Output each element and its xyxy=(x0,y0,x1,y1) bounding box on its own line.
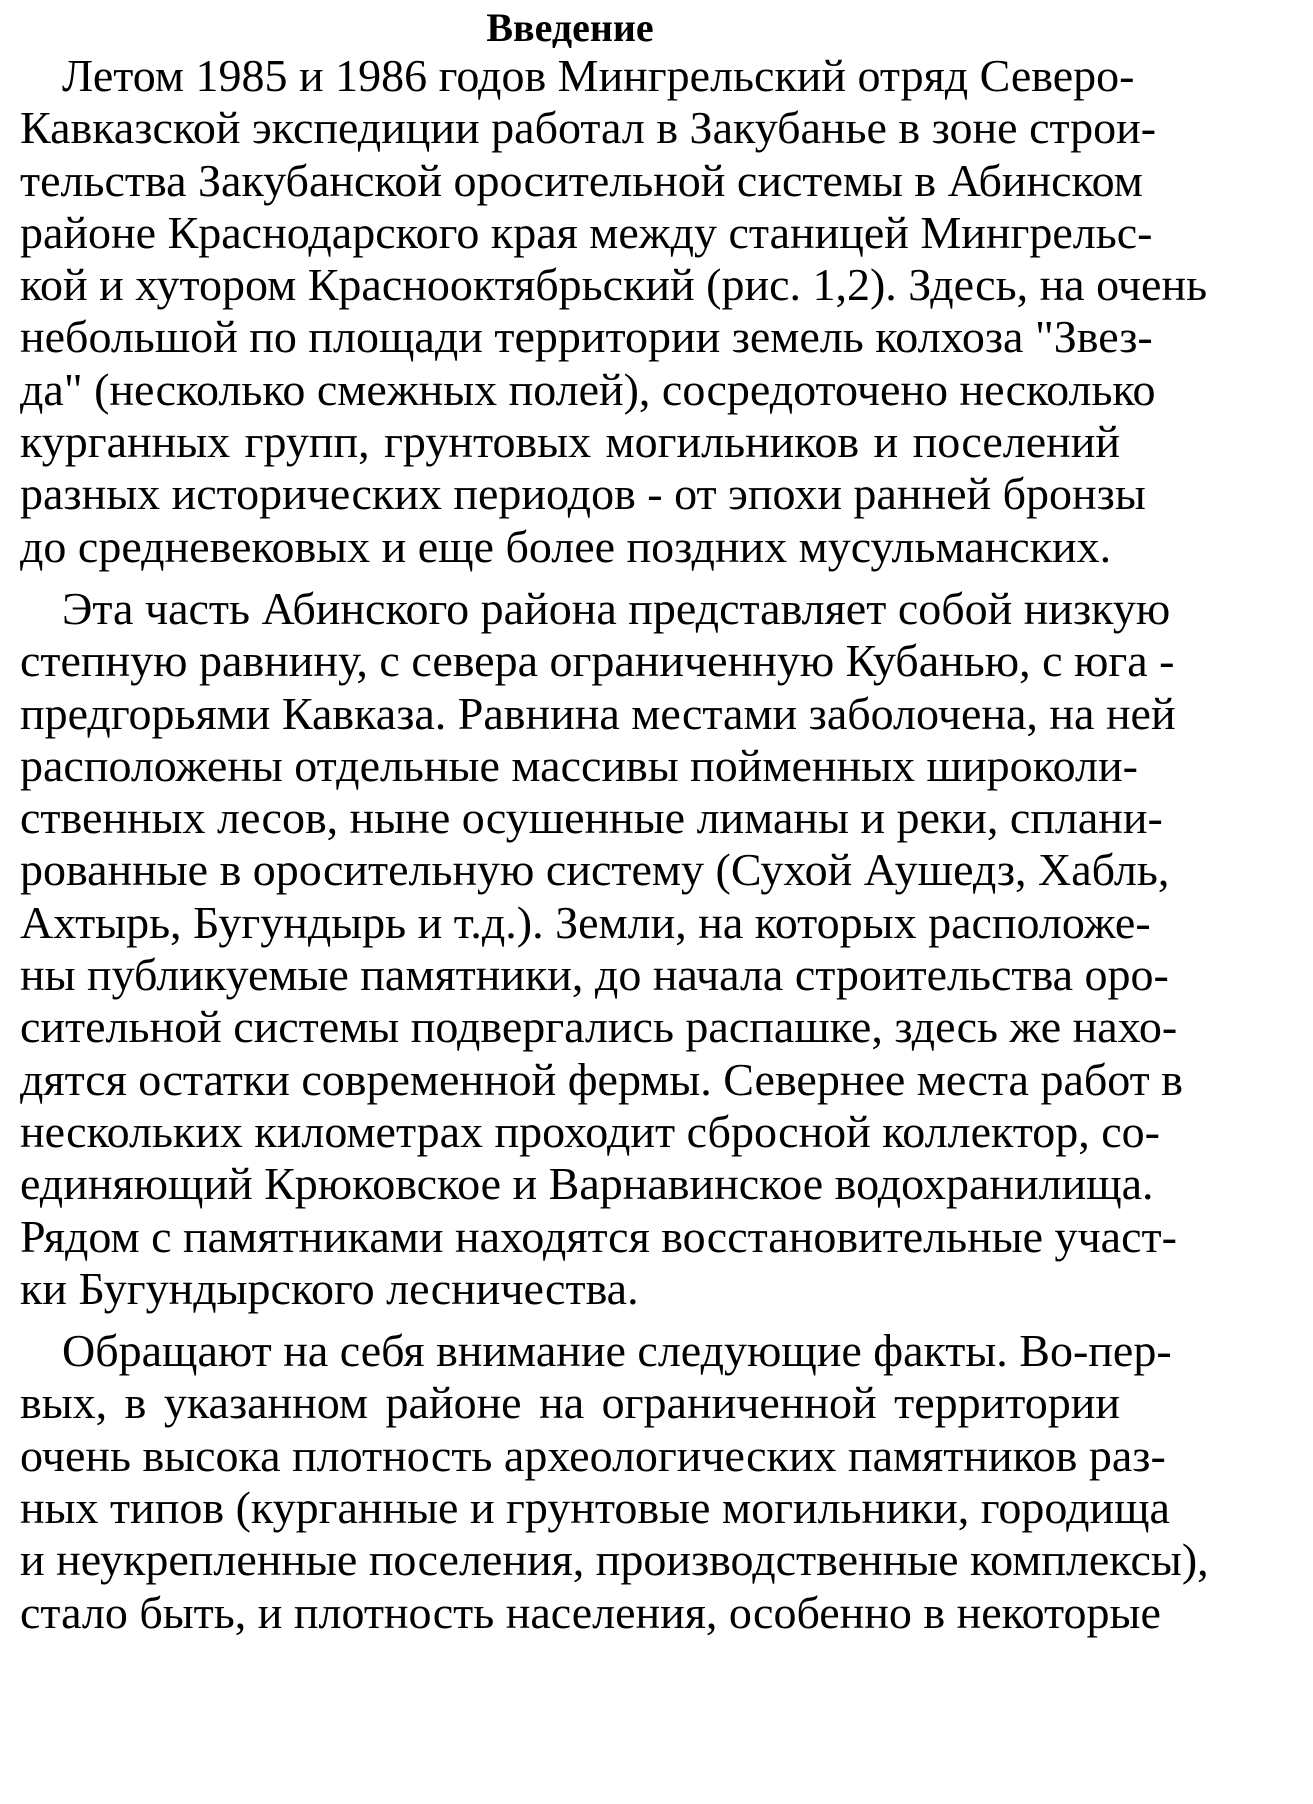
text-line: тельства Закубанской оросительной системы в Абинском xyxy=(20,154,1143,206)
section-heading: Введение xyxy=(486,5,654,50)
text-line: курганных групп, грунтовых могильников и поселений xyxy=(20,416,1120,468)
paragraph xyxy=(20,50,1208,573)
text-line: очень высока плотность археологических памятников раз- xyxy=(20,1429,1166,1481)
text-line: стало быть, и плотность населения, особенно в некоторые xyxy=(20,1586,1161,1638)
text-line: предгорьями Кавказа. Равнина местами заболочена, на ней xyxy=(20,687,1176,739)
text-line: ны публикуемые памятники, до начала строительства оро- xyxy=(20,949,1169,1001)
text-line: Ахтырь, Бугундырь и т.д.). Земли, на которых расположе- xyxy=(20,896,1151,948)
text-line: районе Краснодарского края между станицей Мингрельс- xyxy=(20,206,1153,258)
text-line: ственных лесов, ныне осушенные лиманы и реки, сплани- xyxy=(20,792,1163,844)
text-line: разных исторических периодов - от эпохи ранней бронзы xyxy=(20,468,1146,520)
text-line: Кавказской экспедиции работал в Закубанье в зоне строи- xyxy=(20,102,1157,154)
text-line: Эта часть Абинского района представляет собой низкую xyxy=(62,582,1171,634)
text-line: ных типов (курганные и грунтовые могильники, городища xyxy=(20,1482,1170,1534)
text-line: нескольких километрах проходит сбросной коллектор, со- xyxy=(20,1105,1160,1157)
text-line: да" (несколько смежных полей), сосредоточено несколько xyxy=(20,363,1156,415)
text-line: кой и хутором Краснооктябрьский (рис. 1,2). Здесь, на очень xyxy=(20,259,1208,311)
text-line: степную равнину, с севера ограниченную Кубанью, с юга - xyxy=(20,635,1175,687)
text-line: рованные в оросительную систему (Сухой Аушедз, Хабль, xyxy=(20,844,1170,896)
text-line: расположены отдельные массивы пойменных широколи- xyxy=(20,739,1138,791)
text-line: Летом 1985 и 1986 годов Мингрельский отряд Северо- xyxy=(62,50,1135,101)
text-line: ки Бугундырского лесничества. xyxy=(20,1262,639,1314)
text-line: дятся остатки современной фермы. Севернее места работ в xyxy=(20,1053,1183,1105)
text-line: вых, в указанном районе на ограниченной территории xyxy=(20,1377,1120,1429)
text-line: небольшой по площади территории земель колхоза "Звез- xyxy=(20,311,1153,363)
document-page xyxy=(20,5,1209,1639)
text-line: единяющий Крюковское и Варнавинское водохранилища. xyxy=(20,1158,1154,1210)
text-line: сительной системы подвергались распашке, здесь же нахо- xyxy=(20,1001,1178,1053)
paragraph-gap xyxy=(20,1315,1120,1325)
paragraph-gap xyxy=(20,573,1120,583)
text-line: до средневековых и еще более поздних мусульманских. xyxy=(20,520,1112,572)
paragraph xyxy=(20,582,1183,1315)
paragraph xyxy=(20,1325,1209,1639)
text-line: Обращают на себя внимание следующие факты. Во-пер- xyxy=(62,1325,1172,1377)
body-text xyxy=(20,50,1209,1639)
text-line: Рядом с памятниками находятся восстановительные участ- xyxy=(20,1210,1177,1262)
text-line: и неукрепленные поселения, производственные комплексы), xyxy=(20,1534,1209,1586)
